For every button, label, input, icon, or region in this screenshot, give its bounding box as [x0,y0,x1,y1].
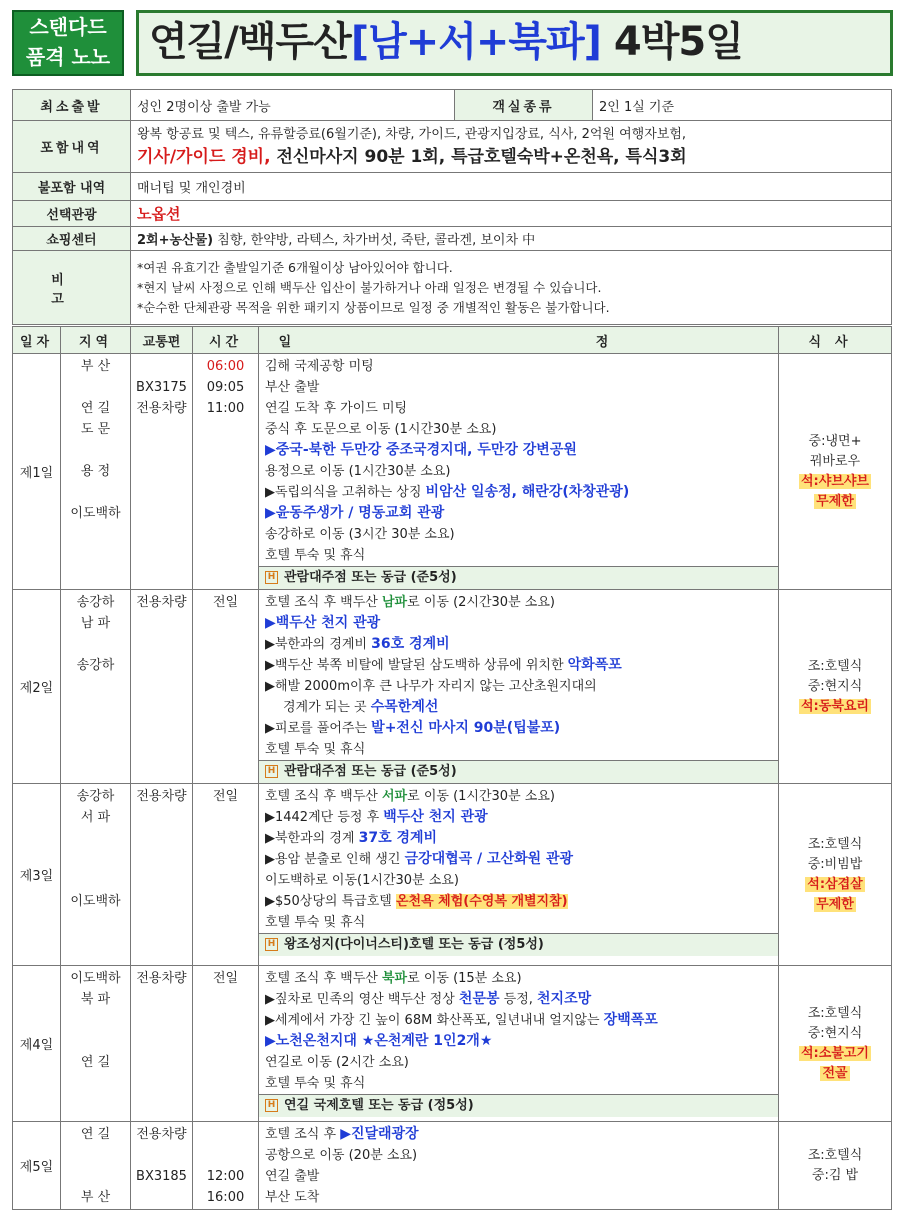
plan-line: ▶독립의식을 고취하는 상징 [265,485,426,500]
plan-line: 호텔 투숙 및 휴식 [265,742,366,757]
day2-transport: 전용차량 [131,590,193,784]
plan-line: 공항으로 이동 (20분 소요) [265,1148,418,1163]
plan-highlight: 천문봉 [458,991,500,1007]
meal-item: 중:김 밥 [811,1167,859,1183]
meal-special: 전골 [822,1065,848,1081]
plan-line: 호텔 투숙 및 휴식 [265,1076,366,1091]
area-item: 연 길 [80,401,111,416]
plan-line: 등정, [499,992,538,1007]
col-day: 일자 [13,327,61,354]
plan-highlight: 백두산 천지 관광 [383,809,488,825]
day1-transport [131,354,193,590]
area-item: 송강하 [76,658,115,673]
day2-row [13,590,892,784]
day5-row [13,1122,892,1210]
plan-line: 중식 후 도문으로 이동 (1시간30분 소요) [265,422,497,437]
time-item: 06:00 [206,359,245,374]
plan-line: 부산 도착 [265,1190,320,1205]
plan-line: 로 이동 (15분 소요) [407,971,522,986]
note-group: *순수한 단체관광 목적을 위한 패키지 상품이므로 일정 중 개별적인 활동은 불가합니다. [137,299,610,315]
meal-item: 조:호텔식 [807,836,863,852]
notes-label: 비 고 [13,251,131,325]
included-highlights: 전신마사지 90분 1회, 특급호텔숙박+온천욕, 특식3회 [270,146,687,167]
plan-line: ▶백두산 북쪽 비탈에 발달된 삼도백하 상류에 위치한 [265,658,568,673]
day3-area [61,784,131,966]
area-item: 송강하 [76,789,115,804]
hotel-name: 관람대주점 또는 동급 (준5성) [284,764,457,779]
plan-line: ▶윤동주생가 / 명동교회 관광 [265,505,445,521]
area-item: 부 산 [80,359,111,374]
plan-highlight: 남파 [382,595,408,610]
meal-special: 석:동북요리 [801,698,869,714]
plan-line: ▶용암 분출로 인해 생긴 [265,852,405,867]
meal-item: 꿔바로우 [809,453,861,469]
included-line1: 왕복 항공료 및 텍스, 유류할증료(6월기준), 차량, 가이드, 관광지입장료, 식사, 2억원 여행자보험, [137,126,687,142]
plan-highlight: 비암산 일송정, 해란강(차창관광) [425,484,630,500]
plan-highlight: 36호 경계비 [371,636,450,652]
plan-line: 호텔 투숙 및 휴식 [265,915,366,930]
day5-transport [131,1122,193,1210]
room-type-label: 객실종류 [455,90,593,121]
time-item: 16:00 [206,1190,245,1205]
plan-line: 로 이동 (2시간30분 소요) [407,595,555,610]
plan-line: 송강하로 이동 (3시간 30분 소요) [265,527,455,542]
hotel-icon: H [265,1099,278,1112]
grade-badge [12,10,124,76]
day4-plan [259,966,779,1122]
plan-line: ▶북한과의 경계비 [265,637,372,652]
day4-time: 전일 [193,966,259,1122]
time-item: 11:00 [206,401,245,416]
day4-row [13,966,892,1122]
plan-line: 호텔 투숙 및 휴식 [265,548,366,563]
plan-line: ▶피로를 풀어주는 [265,721,372,736]
area-item: 도 문 [80,422,111,437]
header [12,10,893,78]
plan-line: ▶짚차로 민족의 영산 백두산 정상 [265,992,459,1007]
day5-time [193,1122,259,1210]
meal-item: 중:현지식 [807,1025,863,1041]
col-area: 지역 [61,327,131,354]
meal-special: 무제한 [816,493,854,509]
note-passport: *여권 유효기간 출발일기준 6개월이상 남아있어야 합니다. [137,259,453,275]
day3-time: 전일 [193,784,259,966]
plan-line: 호텔 조식 후 백두산 [265,789,382,804]
hotel-name: 왕조성지(다이너스티)호텔 또는 동급 (정5성) [284,937,544,952]
plan-line: ▶백두산 천지 관광 [265,615,381,631]
title-duration: 4박5일 [600,19,743,65]
area-item: 송강하 [76,595,115,610]
area-item: 서 파 [80,810,111,825]
day3-plan [259,784,779,966]
day1-plan [259,354,779,590]
shopping-label: 쇼핑센터 [13,227,131,251]
day4-hotel [259,1094,778,1117]
shopping-count: 2회+농산물) [137,233,214,248]
day2-time: 전일 [193,590,259,784]
plan-line: 호텔 조식 후 백두산 [265,971,382,986]
optional-tour-value: 노옵션 [137,205,181,223]
time-item: 12:00 [206,1169,245,1184]
day2-area [61,590,131,784]
plan-line: ▶세계에서 가장 긴 높이 68M 화산폭포, 일년내내 얼지않는 [265,1013,604,1028]
included-label: 포함내역 [13,121,131,173]
col-meal: 식사 [779,327,892,354]
plan-highlight: 37호 경계비 [358,830,438,846]
area-item: 남 파 [80,616,111,631]
day2-hotel [259,760,778,783]
note-weather: *현지 날씨 사정으로 인해 백두산 입산이 불가하거나 아래 일정은 변경될 수 있습니다. [137,279,602,295]
day4-label: 제4일 [13,966,61,1122]
plan-highlight: 서파 [382,789,408,804]
badge-line1: 스탠다드 [29,15,107,39]
plan-line: 호텔 조식 후 백두산 [265,595,382,610]
area-item [61,482,130,503]
meal-special: 석:샤브샤브 [801,473,869,489]
plan-highlight: 북파 [382,971,408,986]
plan-highlight: 발+전신 마사지 90분(팁불포) [371,720,561,736]
day2-meal [779,590,892,784]
area-item: 연 길 [80,1055,111,1070]
meal-item: 중:현지식 [807,678,863,694]
shopping-items: 침향, 한약방, 라텍스, 차가버섯, 죽탄, 콜라겐, 보이차 中 [213,233,536,248]
day4-transport: 전용차량 [131,966,193,1122]
plan-line: 연길 출발 [265,1169,320,1184]
meal-item: 중:냉면+ [808,433,862,449]
plan-highlight: 금강대협곡 / 고산화원 관광 [404,851,574,867]
meal-item: 중:비빔밥 [807,856,863,872]
trans-item: BX3185 [136,1169,187,1184]
plan-line: ▶1442계단 등정 후 [265,810,384,825]
page-title [136,10,893,76]
plan-highlight: 장백폭포 [603,1012,658,1028]
info-table [12,89,892,325]
plan-highlight: ▶진달래광장 [340,1126,419,1142]
meal-special: 무제한 [816,896,854,912]
plan-line: 연길 도착 후 가이드 미팅 [265,401,408,416]
plan-line: 연길로 이동 (2시간 소요) [265,1055,409,1070]
plan-line: 용정으로 이동 (1시간30분 소요) [265,464,451,479]
day1-row [13,354,892,590]
min-departure-label: 최소출발 [13,90,131,121]
day3-meal [779,784,892,966]
included-guide-fee: 기사/가이드 경비, [137,146,271,167]
col-time: 시간 [193,327,259,354]
meal-item: 조:호텔식 [807,1005,863,1021]
title-routes: [남+서+북파] [350,19,601,65]
day2-plan [259,590,779,784]
day2-label: 제2일 [13,590,61,784]
area-item [61,634,130,655]
time-item: 09:05 [206,380,245,395]
col-transport: 교통편 [131,327,193,354]
plan-line: ▶북한과의 경계 [265,831,359,846]
trans-item: BX3175 [136,380,187,395]
plan-highlight: 천지조망 [537,991,592,1007]
trans-item: 전용차량 [136,401,187,416]
room-type-value: 2인 1실 기준 [593,90,892,121]
area-item [61,377,130,398]
min-departure-value: 성인 2명이상 출발 가능 [131,90,455,121]
hotel-icon: H [265,571,278,584]
badge-line2: 품격 노노 [25,45,111,69]
excluded-value: 매너팁 및 개인경비 [131,173,892,201]
plan-line: ▶노천온천지대 ★온천계란 1인2개★ [265,1033,493,1049]
plan-line: ▶중국-북한 두만강 중조국경지대, 두만강 강변공원 [265,442,577,458]
day1-label: 제1일 [13,354,61,590]
day5-plan [259,1122,779,1210]
meal-item: 조:호텔식 [807,658,863,674]
day1-area [61,354,131,590]
plan-line: 호텔 조식 후 [265,1127,341,1142]
plan-line: ▶$50상당의 특급호텔 [265,894,396,909]
area-item [61,440,130,461]
title-destination: 연길/백두산 [149,19,351,65]
day3-row [13,784,892,966]
plan-highlight: 수목한계선 [370,699,439,715]
plan-line: 경계가 되는 곳 [283,700,371,715]
day1-time [193,354,259,590]
excluded-label: 불포함 내역 [13,173,131,201]
plan-line: 김해 국제공항 미팅 [265,359,374,374]
day4-meal [779,966,892,1122]
col-plan: 일 정 [259,327,779,354]
hotel-icon: H [265,765,278,778]
trans-item [131,356,192,377]
trans-item: 전용차량 [136,1127,187,1142]
day3-label: 제3일 [13,784,61,966]
plan-line: ▶해발 2000m이후 큰 나무가 자리지 않는 고산초원지대의 [265,679,597,694]
schedule-table [12,326,892,1210]
day3-transport: 전용차량 [131,784,193,966]
day1-meal [779,354,892,590]
day5-meal [779,1122,892,1210]
meal-special: 석:소불고기 [801,1045,869,1061]
area-item: 이도백하 [70,971,121,986]
plan-highlight: 온천욕 체험(수영복 개별지참) [395,894,568,909]
area-item: 북 파 [80,992,111,1007]
plan-line: 로 이동 (1시간30분 소요) [407,789,555,804]
meal-item: 조:호텔식 [807,1147,863,1163]
area-item: 용 정 [80,464,111,479]
plan-line: 부산 출발 [265,380,320,395]
day5-area [61,1122,131,1210]
day4-area [61,966,131,1122]
meal-special: 석:삼겹살 [807,876,863,892]
optional-tour-label: 선택관광 [13,201,131,227]
day1-hotel [259,566,778,589]
plan-line: 이도백하로 이동(1시간30분 소요) [265,873,459,888]
area-item: 연 길 [80,1127,111,1142]
hotel-name: 관람대주점 또는 동급 (준5성) [284,570,457,585]
area-item: 부 산 [80,1190,111,1205]
area-item: 이도백하 [70,894,121,909]
day5-label: 제5일 [13,1122,61,1210]
area-item: 이도백하 [70,506,121,521]
hotel-name: 연길 국제호텔 또는 동급 (정5성) [284,1098,474,1113]
day3-hotel [259,933,778,956]
hotel-icon: H [265,938,278,951]
plan-highlight: 악화폭포 [567,657,622,673]
